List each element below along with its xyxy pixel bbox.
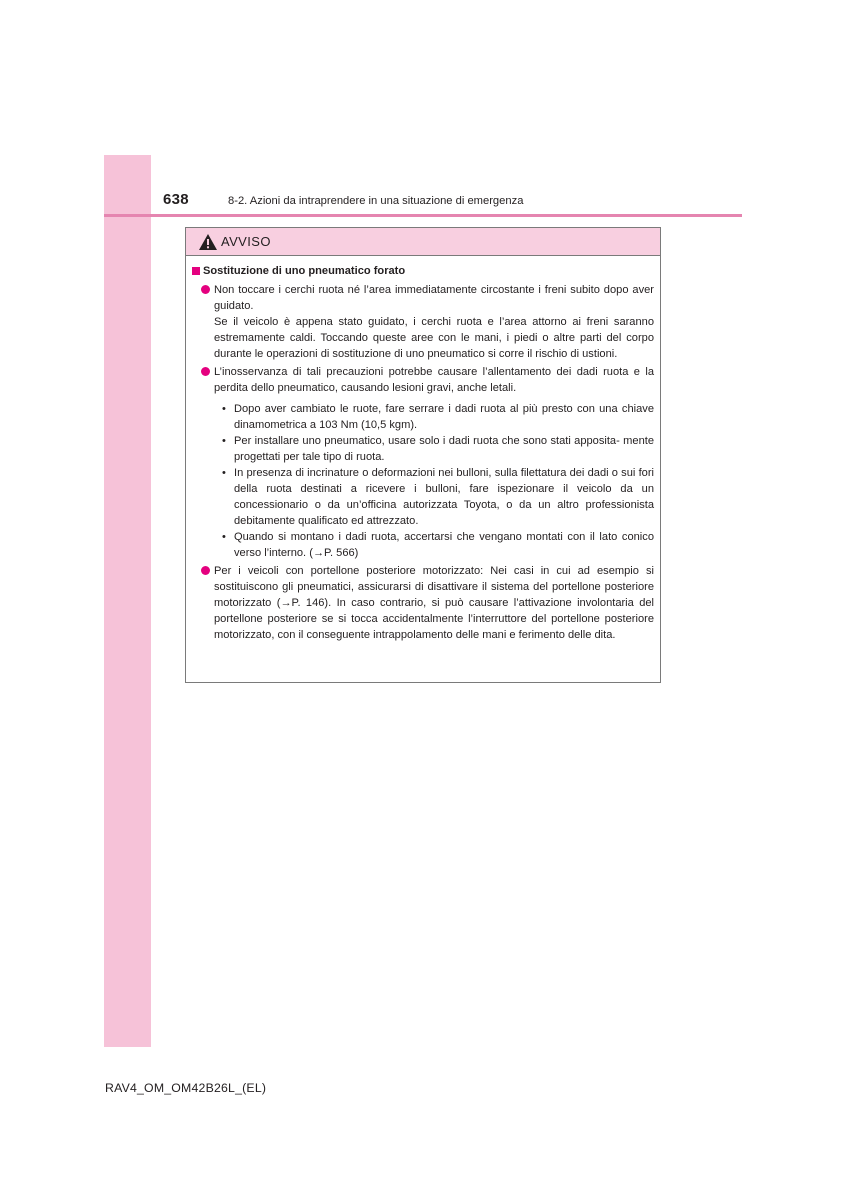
side-tab-band [104,155,151,1047]
bullet-3-text: Per i veicoli con portellone posteriore motorizzato: Nei casi in cui ad esempio si sostituiscono gli pneumatici, assicurarsi di disattivare il sistema del portellone posteriore motorizzato (→P. 146). In caso contrario, si può causare l’attivazione involontaria del portellone posteriore se si tocca accidentalmente l’interruttore del portellone posteriore motorizzato, con il conseguente intrappolamento delle mani e ferimento delle dita. [214,565,654,641]
bullet-2-text: L’inosservanza di tali precauzioni potrebbe causare l’allentamento dei dadi ruota e la perdita dello pneumatico, causando lesioni gravi, anche letali. [214,366,654,394]
bullet-1-line-2: Se il veicolo è appena stato guidato, i cerchi ruota e l’area attorno ai freni saranno estremamente caldi. Toccando queste aree con le mani, i piedi o altre parti del corpo durante le operazioni di sostituzione di uno pneumatico si corre il rischio di ustioni. [214,316,654,360]
warning-triangle-icon [198,233,218,251]
sub-item: • In presenza di incrinature o deformazioni nei bulloni, sulla filettatura dei dadi o sui fori della ruota destinati a ricevere i bulloni, fare ispezionare il veicolo da un concessionario o da un’officina autorizzata Toyota, o da un altro professionista debitamente qualificato ed attrezzato. [222,467,654,527]
warning-subheading [192,263,654,279]
subheading-text: Sostituzione di uno pneumatico forato [203,265,406,277]
footer-doc-code: RAV4_OM_OM42B26L_(EL) [105,1081,267,1095]
circle-bullet-icon [201,566,210,575]
sub-item-text: Dopo aver cambiato le ruote, fare serrare i dadi ruota al più presto con una chiave dinamometrica a 103 Nm (10,5 kgm). [234,403,654,431]
square-bullet-icon [192,267,200,275]
sub-item-text: In presenza di incrinature o deformazioni nei bulloni, sulla filettatura dei dadi o sui fori della ruota destinati a ricevere i bulloni, fare ispezionare il veicolo da un concessionario o da un’officina autorizzata Toyota, o da un altro professionista debitamente qualificato ed attrezzato. [234,467,654,527]
section-title: 8-2. Azioni da intraprendere in una situazione di emergenza [228,195,524,207]
sub-item-text: Per installare uno pneumatico, usare solo i dadi ruota che sono stati apposita- mente progettati per tale tipo di ruota. [234,435,654,463]
warning-body [186,256,660,643]
header-rule [104,214,742,217]
warning-header [186,228,660,256]
warning-box [185,227,661,683]
bullet-item-2 [201,364,654,396]
sub-item-text: Quando si montano i dadi ruota, accertarsi che vengano montati con il lato conico verso l’interno. (→P. 566) [234,531,654,559]
bullet-1-line-1: Non toccare i cerchi ruota né l’area immediatamente circostante i freni subito dopo aver guidato. [214,284,654,312]
sub-item: • Per installare uno pneumatico, usare solo i dadi ruota che sono stati apposita- mente progettati per tale tipo di ruota. [222,435,654,463]
warning-label: AVVISO [221,234,271,249]
bullet-2-sublist [222,401,654,561]
bullet-item-1 [201,282,654,362]
bullet-item-3 [201,563,654,643]
page-number: 638 [163,191,189,208]
sub-item: • Quando si montano i dadi ruota, accertarsi che vengano montati con il lato conico verso l’interno. (→P. 566) [222,531,654,559]
circle-bullet-icon [201,367,210,376]
circle-bullet-icon [201,285,210,294]
sub-item: • Dopo aver cambiato le ruote, fare serrare i dadi ruota al più presto con una chiave dinamometrica a 103 Nm (10,5 kgm). [222,403,654,431]
